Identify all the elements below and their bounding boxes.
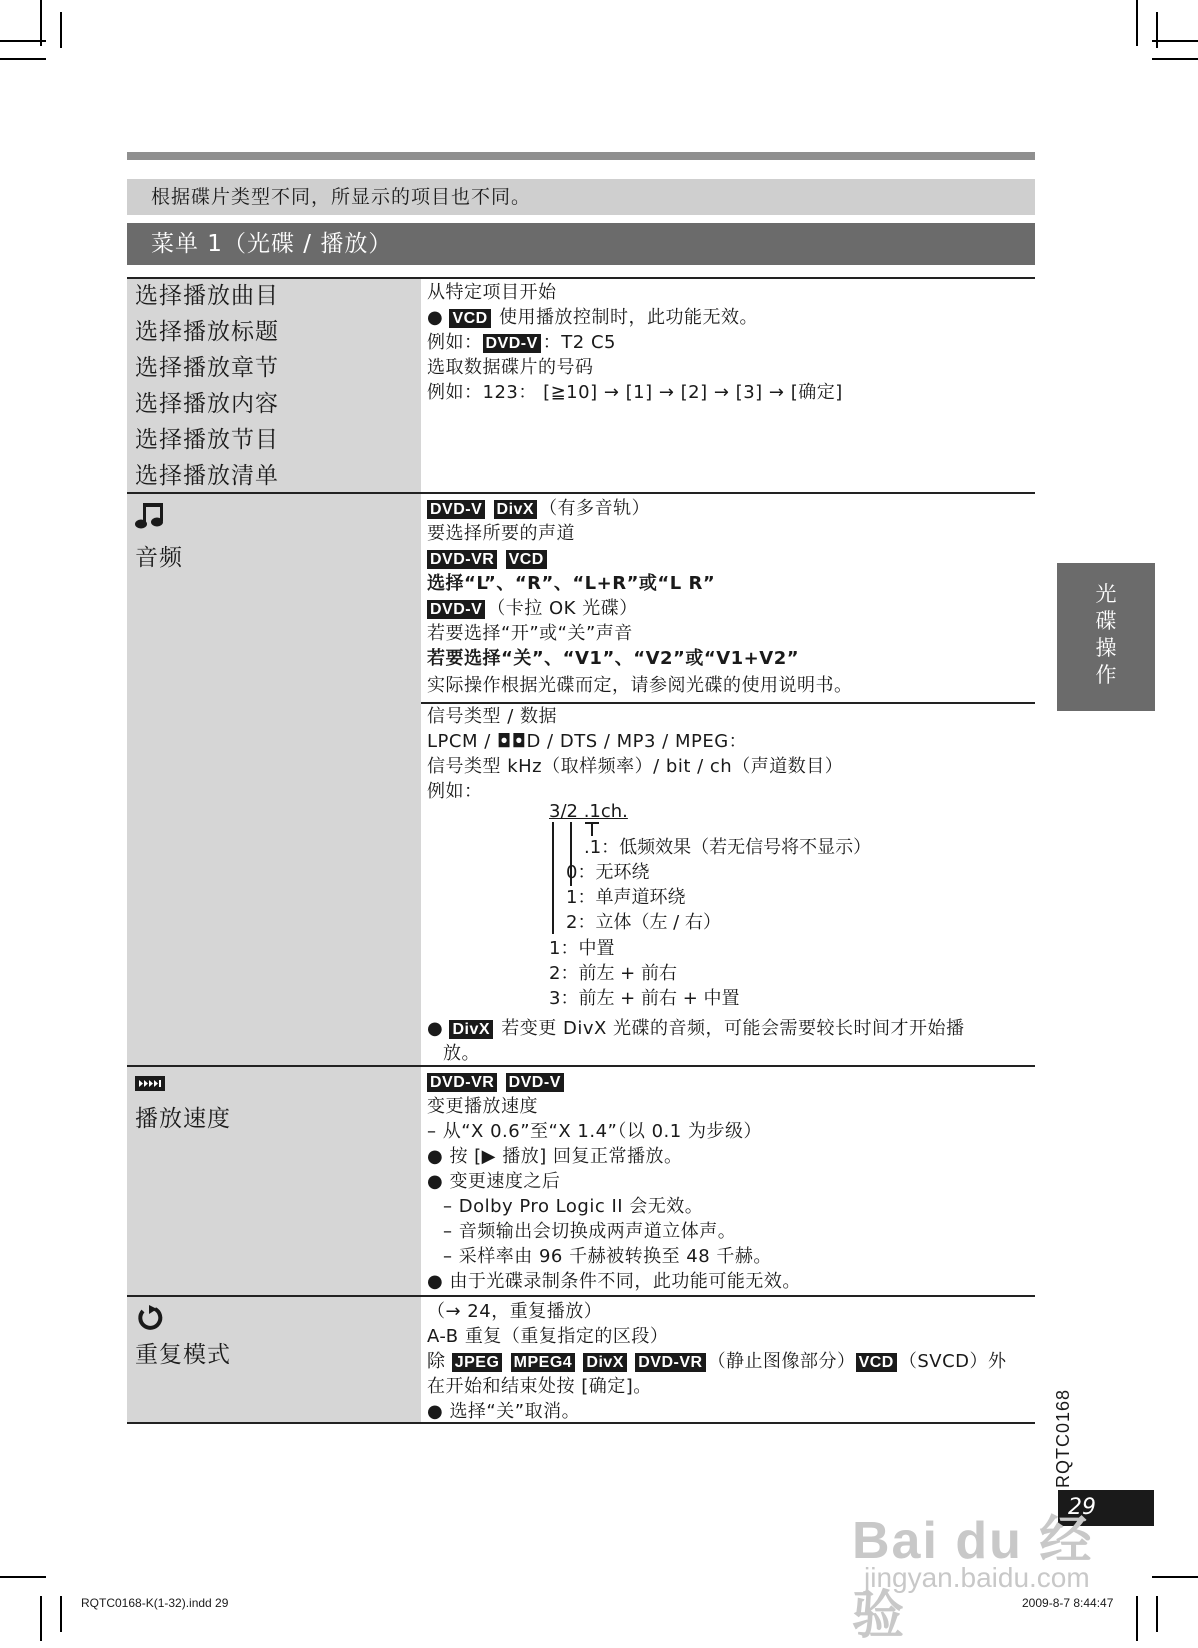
desc-line: 例如：123： [≧10] → [1] → [2] → [3] → [确定]	[427, 382, 843, 403]
desc-text: 由于光碟录制条件不同，此功能可能无效。	[449, 1271, 801, 1292]
desc-text: 例如：	[427, 332, 483, 353]
disc-tag: DVD-VR	[635, 1353, 705, 1372]
channel-legend: 3：前左 + 前右 + 中置	[549, 988, 740, 1009]
crop-mark	[40, 1596, 42, 1641]
repeat-icon	[135, 1304, 167, 1332]
channel-legend: .1：低频效果（若无信号将不显示）	[584, 837, 872, 858]
desc-line	[427, 597, 638, 621]
item-track: 选择播放曲目	[135, 283, 279, 309]
crop-mark	[1152, 1576, 1198, 1578]
row-label-cell	[127, 1067, 421, 1295]
row-desc-cell	[421, 279, 1035, 492]
desc-text: （卡拉 OK 光碟）	[487, 598, 638, 619]
desc-text: 选择“关”取消。	[449, 1401, 581, 1422]
channel-legend: 2：立体（左 / 右）	[566, 912, 721, 933]
desc-line: 变更播放速度	[427, 1096, 538, 1117]
doc-code-text: RQTC0168	[1053, 1388, 1074, 1489]
desc-line: ● 选择“关”取消。	[427, 1401, 581, 1422]
desc-line: – 音频输出会切换成两声道立体声。	[443, 1221, 737, 1242]
item-playlist: 选择播放清单	[135, 463, 279, 489]
item-program: 选择播放节目	[135, 427, 279, 453]
desc-line: 若要选择“关”、“V1”、“V2”或“V1+V2”	[427, 648, 800, 669]
desc-text: 使用播放控制时，此功能无效。	[498, 307, 758, 328]
row-repeat	[127, 1297, 1035, 1422]
desc-line: A-B 重复（重复指定的区段）	[427, 1326, 669, 1347]
channel-legend: 0：无环绕	[566, 862, 650, 883]
desc-line: – 采样率由 96 千赫被转换至 48 千赫。	[443, 1246, 772, 1267]
desc-text: （静止图像部分）	[707, 1351, 856, 1372]
crop-mark	[1152, 40, 1198, 42]
section-tab-char: 作	[1095, 663, 1117, 687]
desc-line: ● VCD 使用播放控制时，此功能无效。	[427, 307, 758, 328]
divx-note-cont: 放。	[443, 1043, 480, 1064]
crop-mark	[60, 1596, 62, 1632]
desc-line: – 从“X 0.6”至“X 1.4”（以 0.1 为步级）	[427, 1121, 762, 1142]
desc-line: – Dolby Pro Logic II 会无效。	[443, 1196, 704, 1217]
diagram-line	[552, 822, 554, 934]
desc-text: （有多音轨）	[539, 498, 651, 519]
desc-line: （→ 24，重复播放）	[427, 1301, 603, 1322]
crop-mark	[0, 40, 46, 42]
footer-file: RQTC0168-K(1-32).indd 29	[81, 1596, 229, 1610]
row-desc-cell	[421, 494, 1035, 1065]
disc-tag: JPEG	[452, 1353, 503, 1372]
desc-line: 选择“L”、“R”、“L+R”或“L R”	[427, 573, 716, 594]
table-rule	[421, 702, 1035, 704]
section-tab-char: 操	[1095, 636, 1117, 660]
crop-mark	[1136, 0, 1138, 46]
crop-mark	[0, 58, 46, 60]
diagram-line	[585, 822, 599, 824]
crop-mark	[1156, 12, 1158, 48]
desc-text: 若变更 DivX 光碟的音频，可能会需要较长时间才开始播	[501, 1018, 965, 1039]
crop-mark	[1136, 1596, 1138, 1641]
desc-line: ● 按 [▶ 播放] 回复正常播放。	[427, 1146, 683, 1167]
speed-label: 播放速度	[135, 1106, 231, 1132]
channel-code: 3/2 .1ch.	[549, 801, 628, 822]
desc-text: ：T2 C5	[542, 332, 616, 353]
disc-tag: DivX	[494, 500, 538, 519]
row-label-cell	[127, 494, 421, 1065]
disc-tag: DVD-V	[483, 334, 541, 353]
desc-line: 选取数据碟片的号码	[427, 357, 594, 378]
signal-example: 例如：	[427, 781, 483, 802]
row-label-cell	[127, 1297, 421, 1422]
desc-line: ● 由于光碟录制条件不同，此功能可能无效。	[427, 1271, 801, 1292]
desc-line	[427, 1070, 566, 1094]
signal-types: LPCM / ◘◘D / DTS / MP3 / MPEG：	[427, 731, 748, 752]
row-speed	[127, 1067, 1035, 1295]
desc-line	[427, 331, 616, 355]
top-rule	[127, 152, 1035, 160]
disc-tag: DivX	[449, 1020, 493, 1039]
disc-tag: DVD-V	[427, 500, 485, 519]
desc-line: 实际操作根据光碟而定，请参阅光碟的使用说明书。	[427, 675, 853, 696]
watermark-url: jingyan.baidu.com	[864, 1562, 1090, 1593]
desc-line: 在开始和结束处按 [确定]。	[427, 1376, 652, 1397]
menu-header: 菜单 1（光碟 / 播放）	[127, 223, 1035, 265]
audio-label: 音频	[135, 545, 183, 571]
desc-line	[427, 547, 549, 571]
row-desc-cell	[421, 1297, 1035, 1422]
table-rule	[127, 1422, 1035, 1424]
signal-title: 信号类型 / 数据	[427, 706, 558, 727]
disc-tag: MPEG4	[511, 1353, 576, 1372]
disc-tag: VCD	[449, 309, 490, 328]
footer-timestamp: 2009-8-7 8:44:47	[1022, 1596, 1114, 1610]
disc-tag: DVD-VR	[427, 550, 497, 569]
music-note-icon	[135, 500, 167, 530]
crop-mark	[1156, 1596, 1158, 1632]
desc-text: 除	[427, 1351, 446, 1372]
item-content: 选择播放内容	[135, 391, 279, 417]
section-tab-char: 碟	[1095, 609, 1117, 633]
crop-mark	[0, 1576, 46, 1578]
section-tab-char: 光	[1095, 582, 1117, 606]
disc-tag: VCD	[856, 1353, 897, 1372]
diagram-line	[591, 822, 593, 836]
disc-tag: DVD-V	[427, 600, 485, 619]
desc-line: ● 变更速度之后	[427, 1171, 561, 1192]
desc-line: 若要选择“开”或“关”声音	[427, 623, 633, 644]
desc-text: 变更速度之后	[449, 1171, 561, 1192]
item-chapter: 选择播放章节	[135, 355, 279, 381]
disc-tag: VCD	[506, 550, 547, 569]
item-title: 选择播放标题	[135, 319, 279, 345]
page-number: 29	[1058, 1490, 1154, 1526]
disc-tag: DivX	[583, 1353, 627, 1372]
channel-legend: 1：单声道环绕	[566, 887, 686, 908]
repeat-label: 重复模式	[135, 1342, 231, 1368]
disc-tag: DVD-VR	[427, 1073, 497, 1092]
desc-line	[427, 497, 650, 521]
desc-line: 从特定项目开始	[427, 282, 557, 303]
channel-legend: 2：前左 + 前右	[549, 963, 677, 984]
crop-mark	[1152, 58, 1198, 60]
watermark-logo: Bai du 经验	[852, 1512, 1094, 1645]
section-tab	[1057, 563, 1155, 711]
divx-note: ● DivX 若变更 DivX 光碟的音频，可能会需要较长时间才开始播	[427, 1018, 965, 1039]
crop-mark	[60, 12, 62, 48]
row-select	[127, 279, 1035, 492]
desc-text: 按 [▶ 播放] 回复正常播放。	[449, 1146, 683, 1167]
row-label-cell	[127, 279, 421, 492]
row-desc-cell	[421, 1067, 1035, 1295]
desc-text: （SVCD）外	[898, 1351, 1007, 1372]
desc-line: 要选择所要的声道	[427, 523, 575, 544]
signal-format: 信号类型 kHz（取样频率）/ bit / ch（声道数目）	[427, 756, 844, 777]
disc-tag: DVD-V	[506, 1073, 564, 1092]
desc-line	[427, 1350, 1007, 1374]
channel-legend: 1：中置	[549, 938, 615, 959]
fast-forward-icon	[135, 1076, 165, 1091]
note-bar: 根据碟片类型不同，所显示的项目也不同。	[127, 179, 1035, 215]
